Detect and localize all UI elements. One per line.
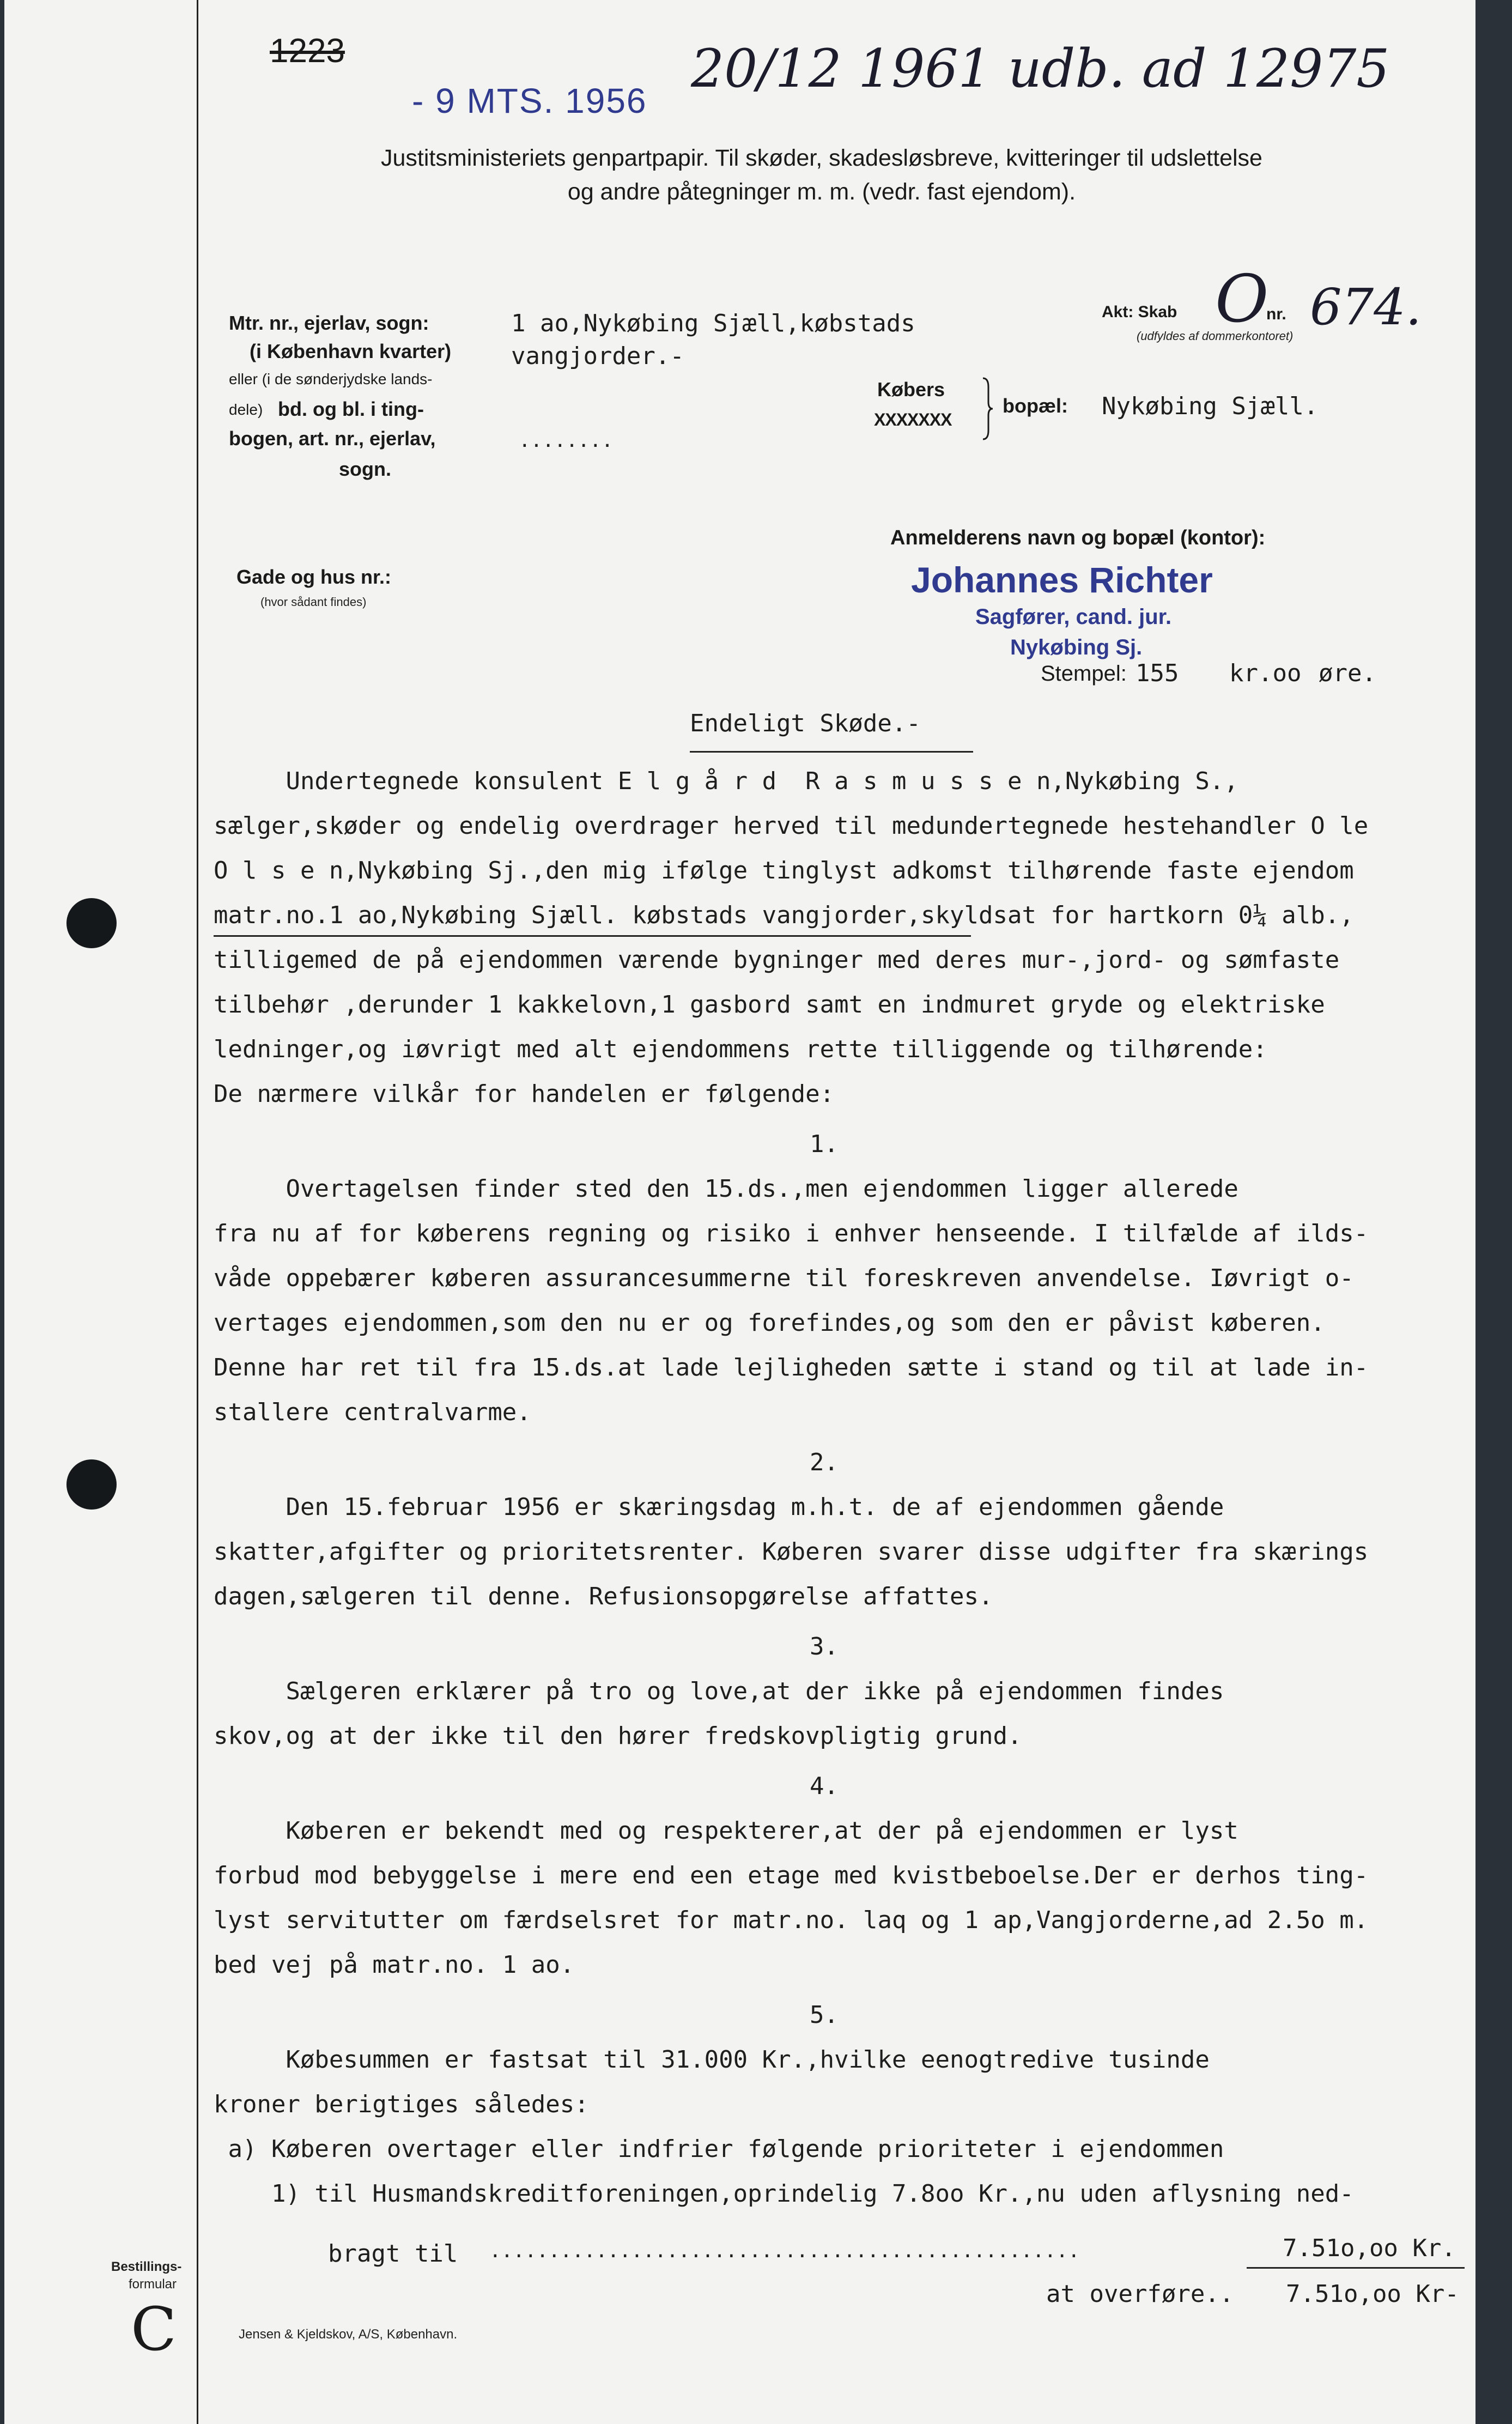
body-line-5: tilligemed de på ejendommen værende bygninger med deres mur-,jord- og sømfaste [214,946,1340,974]
registrant-stamp-city: Nykøbing Sj. [1010,635,1143,659]
section-1-line-6: stallere centralvarme. [214,1398,531,1426]
buyer-brace-icon [980,376,995,441]
section-number-5: 5. [810,2001,839,2029]
registrant-label: Anmelderens navn og bopæl (kontor): [890,526,1266,549]
punch-hole-lower [66,1459,117,1510]
section-4-line-1: Køberen er bekendt med og respekterer,at der på ejendommen er lyst [214,1817,1238,1845]
street-note: (hvor sådant findes) [260,595,367,609]
section-5-line-1: Købesummen er fastsat til 31.000 Kr.,hvilke eenogtredive tusinde [214,2046,1210,2074]
body-line-4: matr.no.1 ao,Nykøbing Sjæll. købstads vangjorder,skyldsat for hartkorn 0¼ alb., [214,901,1354,929]
section-3-line-2: skov,og at der ikke til den hører fredskovpligtig grund. [214,1722,1022,1750]
property-label-line4b: bd. og bl. i ting- [278,398,424,420]
printer-credit: Jensen & Kjeldskov, A/S, København. [239,2327,458,2342]
property-label-line5: bogen, art. nr., ejerlav, [229,427,436,450]
akt-nr-label: nr. [1266,305,1286,323]
property-label-line2: (i København kvarter) [250,340,452,362]
section-2-line-3: dagen,sælgeren til denne. Refusionsopgørelse affattes. [214,1583,993,1610]
akt-number: 674. [1310,278,1422,336]
form-letter: C [131,2294,177,2364]
property-label-line1: Mtr. nr., ejerlav, sogn: [229,312,429,334]
akt-note: (udfyldes af dommerkontoret) [1137,329,1294,343]
body-line-2: sælger,skøder og endelig overdrager herved til medundertegnede hestehandler O le [214,812,1369,840]
deed-heading: Endeligt Skøde.- [690,710,921,737]
carry-label: at overføre.. [1046,2280,1234,2308]
bopael-value: Nykøbing Sjæll. [1102,392,1319,420]
property-label-line4a: dele) [229,401,263,418]
section-number-1: 1. [810,1130,839,1158]
property-underline [214,935,971,937]
document-page [4,0,1475,2424]
property-dots: ........ [519,429,614,452]
punch-hole-upper [66,898,117,948]
akt-label: Akt: Skab [1102,303,1177,321]
section-number-4: 4. [810,1772,839,1800]
body-line-8: De nærmere vilkår for handelen er følgende: [214,1080,835,1108]
sum-underline [1247,2267,1465,2269]
section-1-line-3: våde oppebærer køberen assurancesummerne til foreskreven anvendelse. Iøvrigt o- [214,1264,1354,1292]
section-number-2: 2. [810,1449,839,1476]
bragt-til-amount: 7.51o,oo Kr. [1283,2234,1456,2262]
section-1-line-4: vertages ejendommen,som den nu er og forefindes,og som den er påvist køberen. [214,1309,1325,1337]
buyer-label: Købers [877,378,945,401]
property-value-line1: 1 ao,Nykøbing Sjæll,købstads [511,310,915,337]
property-label-line3: eller (i de sønderjydske lands- [229,371,433,387]
property-label-line6: sogn. [339,458,391,480]
section-4-line-4: bed vej på matr.no. 1 ao. [214,1951,575,1979]
body-line-6: tilbehør ,derunder 1 kakkelovn,1 gasbord samt en indmuret gryde og elektriske [214,991,1325,1019]
order-label-line1: Bestillings- [111,2259,182,2274]
section-5-line-4: 1) til Husmandskreditforeningen,oprindelig 7.8oo Kr.,nu uden aflysning ned- [214,2180,1354,2208]
bragt-til-dots: .................................................. [489,2240,1080,2262]
carry-amount: 7.51o,oo Kr- [1286,2280,1459,2308]
stempel-ore: øre. [1319,659,1376,687]
form-title-line2: og andre påtegninger m. m. (vedr. fast ejendom). [567,179,1076,205]
section-2-line-2: skatter,afgifter og prioritetsrenter. Køberen svarer disse udgifter fra skærings [214,1538,1369,1566]
section-4-line-2: forbud mod bebyggelse i mere end een etage med kvistbeboelse.Der er derhos ting- [214,1862,1369,1889]
bopael-label: bopæl: [1003,395,1068,417]
section-1-line-2: fra nu af for køberens regning og risiko i enhver henseende. I tilfælde af ilds- [214,1220,1369,1247]
registrant-stamp-name: Johannes Richter [911,560,1213,600]
left-margin-rule [197,0,198,2424]
stempel-amount: 155 [1135,659,1179,687]
handwritten-note: 20/12 1961 udb. ad 12975 [691,38,1390,99]
order-label-line2: formular [129,2277,177,2292]
heading-underline [690,751,973,753]
old-number: 1223 [270,32,345,70]
section-3-line-1: Sælgeren erklærer på tro og love,at der ikke på ejendommen findes [214,1677,1224,1705]
stempel-kr: kr.oo [1229,659,1302,687]
akt-letter: O [1215,262,1269,337]
registrant-stamp-title: Sagfører, cand. jur. [975,605,1172,629]
section-1-line-1: Overtagelsen finder sted den 15.ds.,men ejendommen ligger allerede [214,1175,1238,1203]
section-1-line-5: Denne har ret til fra 15.ds.at lade lejligheden sætte i stand og til at lade in- [214,1354,1369,1381]
body-line-1: Undertegnede konsulent E l g å r d R a s m u s s e n,Nykøbing S., [214,767,1238,795]
section-5-line-3: a) Køberen overtager eller indfrier følgende prioriteter i ejendommen [214,2135,1224,2163]
section-number-3: 3. [810,1633,839,1661]
bragt-til-label: bragt til [328,2240,458,2268]
section-5-line-2: kroner berigtiges således: [214,2090,589,2118]
section-4-line-3: lyst servitutter om færdselsret for matr.no. laq og 1 ap,Vangjorderne,ad 2.5o m. [214,1906,1369,1934]
form-title-line1: Justitsministeriets genpartpapir. Til skøder, skadesløsbreve, kvitteringer til udslettelse [381,145,1262,171]
date-stamp: - 9 MTS. 1956 [412,81,647,120]
street-label: Gade og hus nr.: [236,566,392,588]
stempel-label: Stempel: [1041,662,1127,686]
buyer-struck: XXXXXXX [874,410,952,429]
body-line-7: ledninger,og iøvrigt med alt ejendommens rette tilliggende og tilhørende: [214,1035,1267,1063]
section-2-line-1: Den 15.februar 1956 er skæringsdag m.h.t. de af ejendommen gående [214,1493,1224,1521]
property-value-line2: vangjorder.- [511,342,684,370]
body-line-3: O l s e n,Nykøbing Sj.,den mig ifølge tinglyst adkomst tilhørende faste ejendom [214,857,1354,884]
